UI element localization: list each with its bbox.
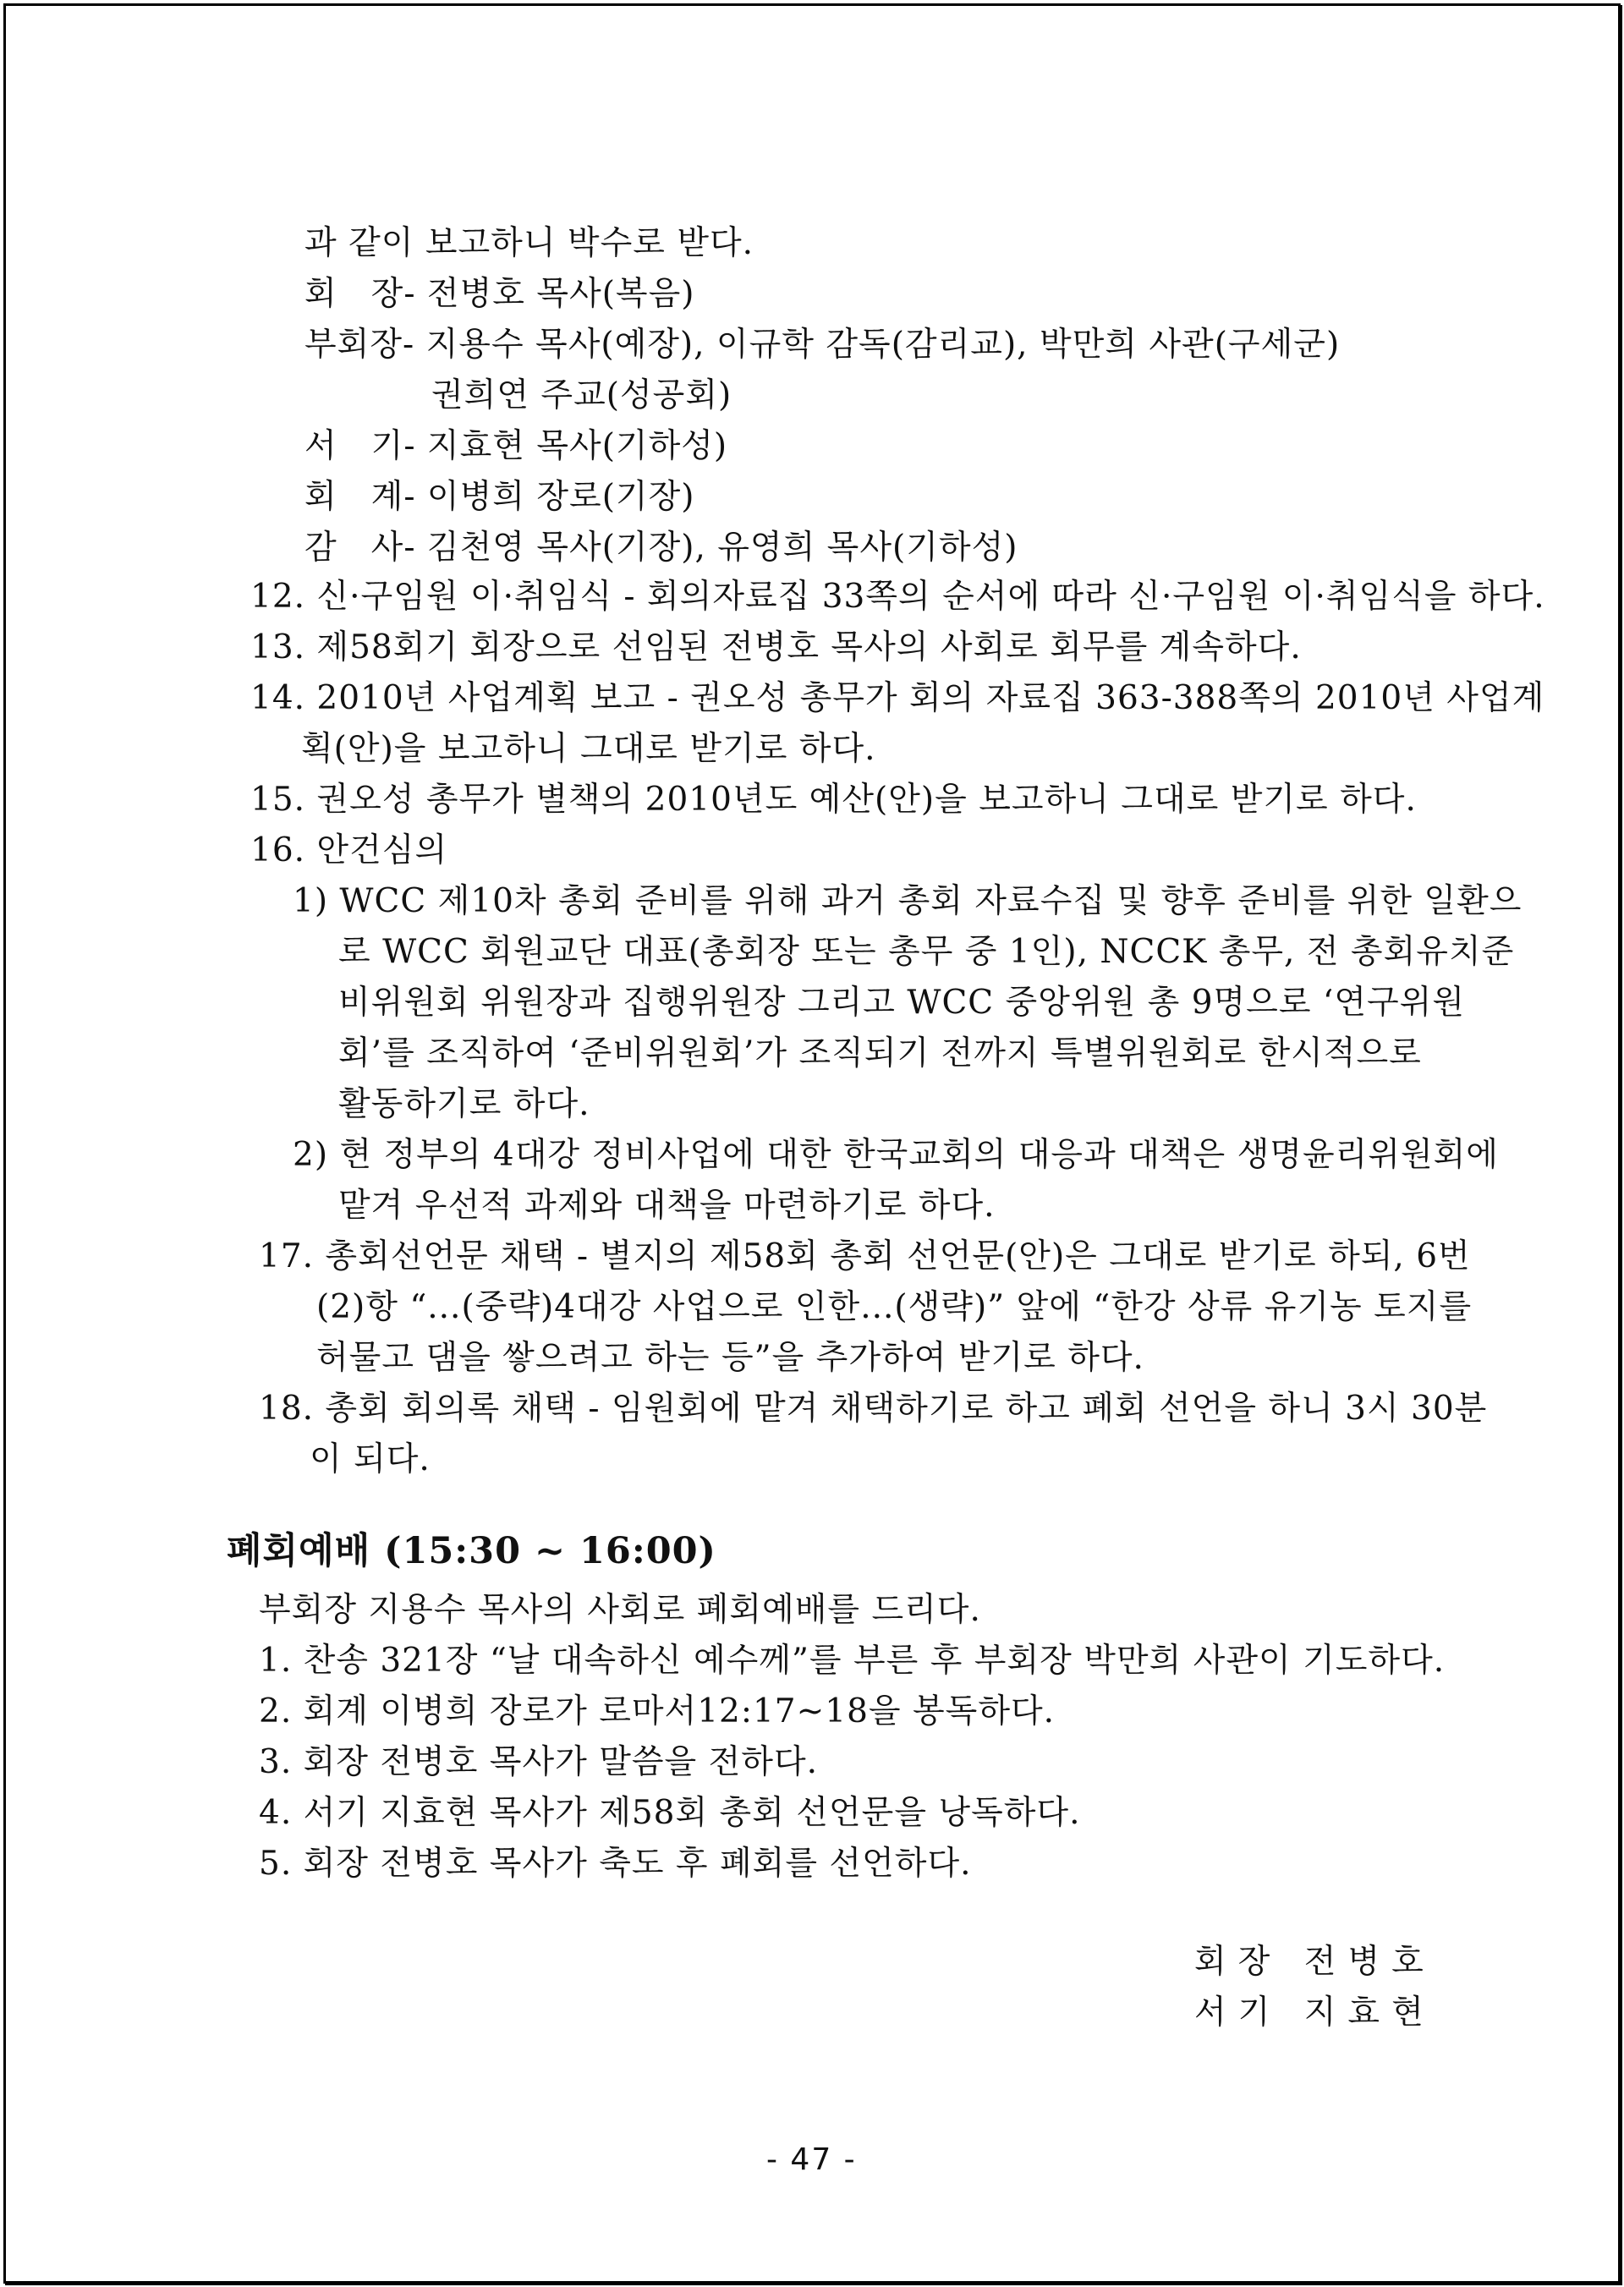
- officer-treasurer: 회 계- 이병희 장로(기장): [304, 478, 695, 516]
- item-16-1-cont: 활동하기로 하다.: [338, 1085, 590, 1123]
- signature-president: 회장 전병호: [1194, 1943, 1435, 1981]
- closing-worship-intro: 부회장 지용수 목사의 사회로 폐회예배를 드리다.: [259, 1591, 981, 1629]
- item-16-1-cont: 회’를 조직하여 ‘준비위원회’가 조직되기 전까지 특별위원회로 한시적으로: [338, 1034, 1422, 1072]
- item-12: 12. 신·구임원 이·취임식 - 회의자료집 33쪽의 순서에 따라 신·구임원 이·취임식을 하다.: [250, 578, 1545, 616]
- item-16-2: 2) 현 정부의 4대강 정비사업에 대한 한국교회의 대응과 대책은 생명윤리위원회에: [293, 1136, 1499, 1174]
- item-18: 18. 총회 회의록 채택 - 임원회에 맡겨 채택하기로 하고 폐회 선언을 하니 3시 30분: [259, 1390, 1488, 1428]
- item-16-1: 1) WCC 제10차 총회 준비를 위해 과거 총회 자료수집 및 향후 준비를 위한 일환으: [293, 882, 1522, 920]
- closing-step-3: 3. 회장 전병호 목사가 말씀을 전하다.: [259, 1743, 819, 1781]
- item-14: 14. 2010년 사업계획 보고 - 권오성 총무가 회의 자료집 363-388쪽의 2010년 사업계: [250, 679, 1545, 717]
- officer-auditors: 감 사- 김천영 목사(기장), 유영희 목사(기하성): [304, 529, 1018, 567]
- closing-worship-heading: 폐회예배 (15:30 ~ 16:00): [227, 1530, 716, 1572]
- item-14-cont: 획(안)을 보고하니 그대로 받기로 하다.: [301, 730, 876, 768]
- report-intro-line: 과 같이 보고하니 박수로 받다.: [304, 224, 754, 262]
- closing-step-1: 1. 찬송 321장 “날 대속하신 예수께”를 부른 후 부회장 박만희 사관이 기도하다.: [259, 1642, 1446, 1680]
- officer-vice-presidents-cont: 권희연 주교(성공회): [431, 376, 732, 414]
- item-16-1-cont: 로 WCC 회원교단 대표(총회장 또는 총무 중 1인), NCCK 총무, 전 총회유치준: [338, 933, 1515, 971]
- signature-secretary: 서기 지효현: [1194, 1994, 1435, 2032]
- item-17-cont: 허물고 댐을 쌓으려고 하는 등”을 추가하여 받기로 하다.: [316, 1339, 1144, 1377]
- officer-secretary: 서 기- 지효현 목사(기하성): [304, 427, 728, 465]
- item-17: 17. 총회선언문 채택 - 별지의 제58회 총회 선언문(안)은 그대로 받기로 하되, 6번: [259, 1237, 1471, 1275]
- page-number: - 47 -: [766, 2142, 857, 2177]
- item-16: 16. 안건심의: [250, 831, 448, 869]
- item-13: 13. 제58회기 회장으로 선임된 전병호 목사의 사회로 회무를 계속하다.: [250, 628, 1302, 666]
- officer-vice-presidents: 부회장- 지용수 목사(예장), 이규학 감독(감리교), 박만희 사관(구세군): [304, 326, 1341, 364]
- closing-step-5: 5. 회장 전병호 목사가 축도 후 폐회를 선언하다.: [259, 1845, 972, 1883]
- item-16-1-cont: 비위원회 위원장과 집행위원장 그리고 WCC 중앙위원 총 9명으로 ‘연구위원: [338, 984, 1466, 1022]
- closing-step-4: 4. 서기 지효현 목사가 제58회 총회 선언문을 낭독하다.: [259, 1794, 1081, 1832]
- item-16-2-cont: 맡겨 우선적 과제와 대책을 마련하기로 하다.: [338, 1187, 996, 1225]
- officer-president: 회 장- 전병호 목사(복음): [304, 275, 695, 313]
- item-15: 15. 권오성 총무가 별책의 2010년도 예산(안)을 보고하니 그대로 받기로 하다.: [250, 781, 1417, 819]
- item-18-cont: 이 되다.: [310, 1440, 431, 1478]
- closing-step-2: 2. 회계 이병희 장로가 로마서12:17~18을 봉독하다.: [259, 1692, 1056, 1730]
- item-17-cont: (2)항 “...(중략)4대강 사업으로 인한...(생략)” 앞에 “한강 상류 유기농 토지를: [316, 1288, 1473, 1326]
